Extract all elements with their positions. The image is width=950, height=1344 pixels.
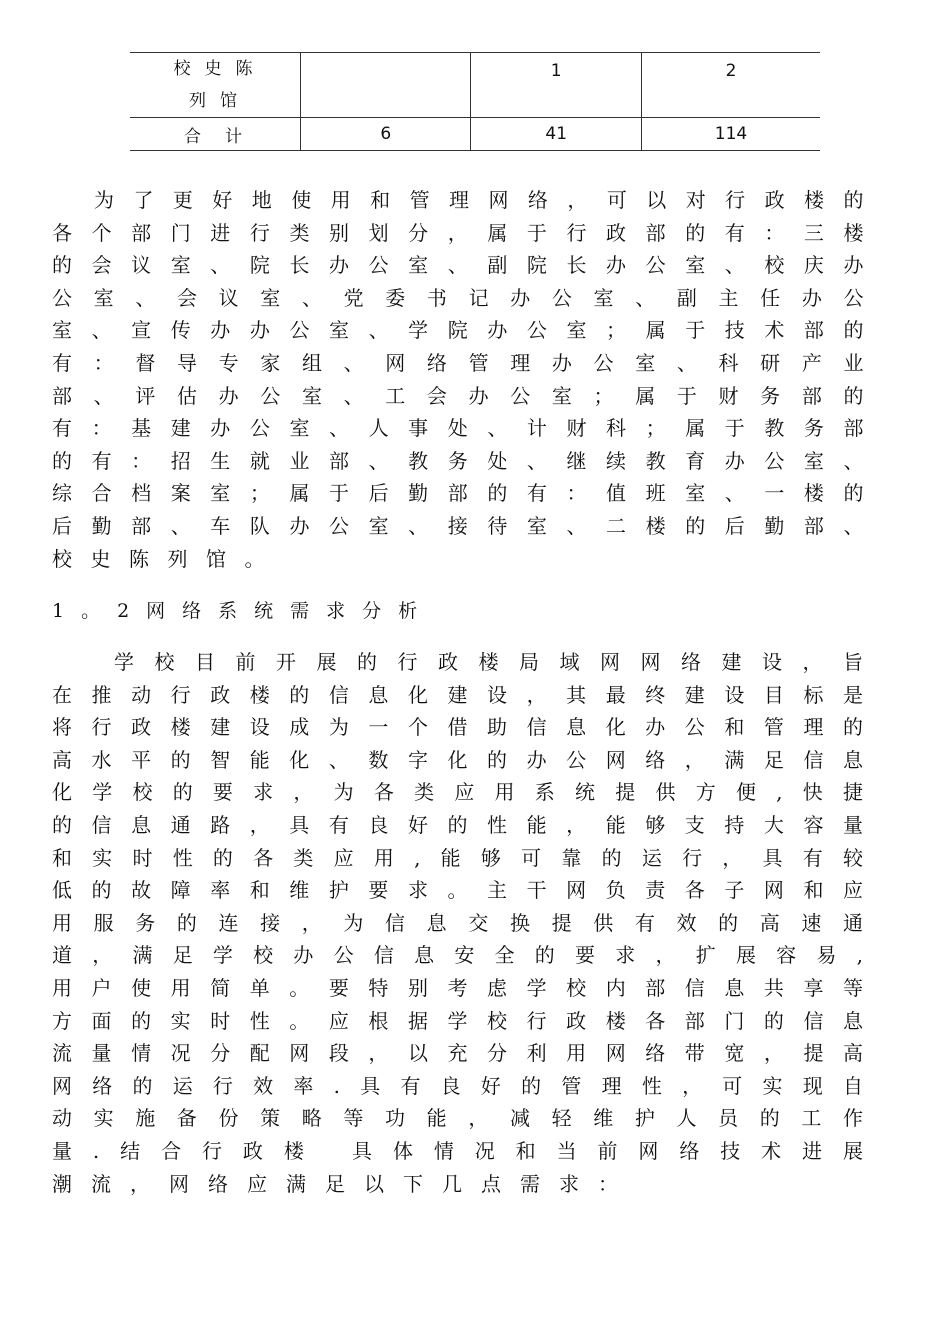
table-cell	[471, 53, 641, 118]
cell-value: 2	[725, 61, 737, 81]
table-cell	[471, 118, 641, 151]
table-cell-name	[130, 53, 300, 118]
section-heading: 1。2网络系统需求分析	[52, 600, 435, 622]
room-name-line2: 列馆	[188, 91, 251, 111]
cell-value: 41	[545, 124, 568, 144]
table-row	[130, 53, 820, 118]
table-cell	[641, 53, 820, 118]
cell-value: 6	[380, 124, 392, 144]
table-cell-total-label	[130, 118, 300, 151]
table-cell	[300, 118, 470, 151]
cell-value	[301, 53, 470, 55]
department-classification-paragraph: 为了更好地使用和管理网络，可以对行政楼的各个部门进行类别划分，属于行政部的有：三楼的会议室、院长办公室、副院长办公室、校庆办公室、会议室、党委书记办公室、副主任办公室、宣传办办公室、学院办公室；属于技术部的有：督导专家组、网络管理办公室、科研产业部、评估办公室、工会办公室；属于财务部的有：基建办公室、人事处、计财科；属于教务部的有：招生就业部、教务处、继续教育办公室、综合档案室；属于后勤部的有：值班室、一楼的后勤部、车队办公室、接待室、二楼的后勤部、校史陈列馆。	[52, 188, 882, 571]
table-cell	[641, 118, 820, 151]
room-name-line1: 校史陈	[173, 59, 267, 79]
room-count-table	[130, 52, 820, 151]
requirements-paragraph: 学校目前开展的行政楼局域网网络建设，旨在推动行政楼的信息化建设，其最终建设目标是将行政楼建设成为一个借助信息化办公和管理的高水平的智能化、数字化的办公网络，满足信息化学校的要求，为各类应用系统提供方便,快捷的信息通路，具有良好的性能，能够支持大容量和实时性的各类应用,能够可靠的运行，具有较低的故障率和维护要求。主干网负责各子网和应用服务的连接，为信息交换提供有效的高速通道，满足学校办公信息安全的要求，扩展容易,用户使用简单。要特别考虑学校内部信息共享等方面的实时性。应根据学校行政楼各部门的信息流量情况分配网段，以充分利用网络带宽，提高网络的运行效率.具有良好的管理性，可实现自动实施备份策略等功能，减轻维护人员的工作量.结合行政楼 具体情况和当前网络技术进展潮流，网络应满足以下几点需求：	[52, 650, 882, 1196]
total-label: 合计	[183, 126, 266, 147]
table-cell	[300, 53, 470, 118]
cell-value: 114	[714, 124, 748, 144]
table-row-total	[130, 118, 820, 151]
cell-value: 1	[550, 61, 562, 81]
